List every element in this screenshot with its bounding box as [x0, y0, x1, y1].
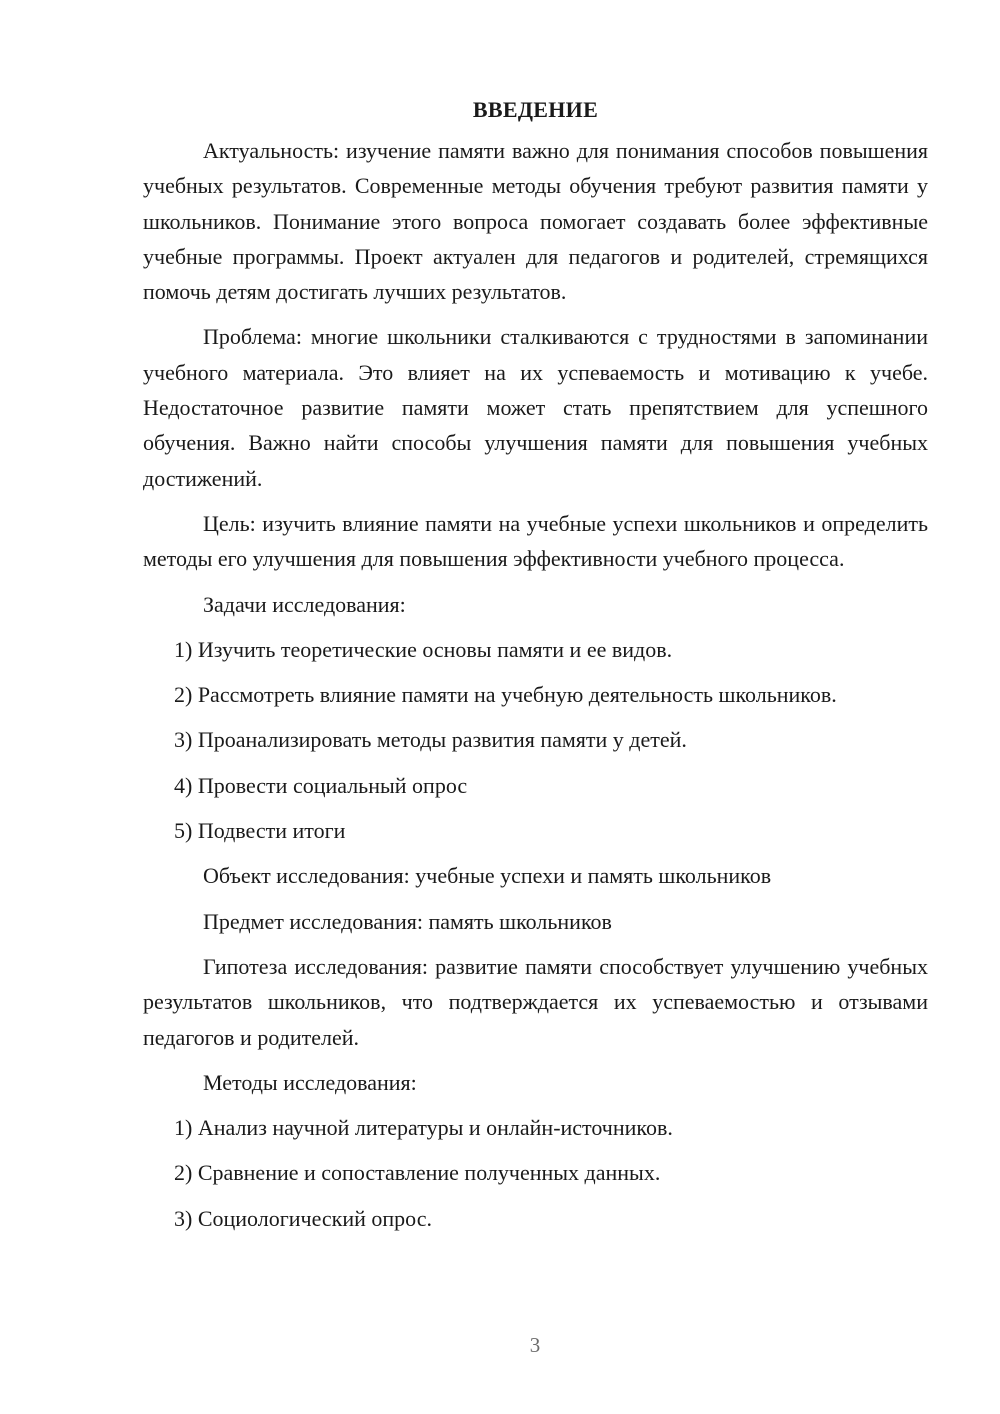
document-page: [143, 92, 928, 1246]
research-subject: Предмет исследования: память школьников: [203, 908, 612, 934]
methods-heading: Методы исследования:: [203, 1069, 417, 1095]
tasks-list: [143, 632, 928, 848]
list-item: 2) Рассмотреть влияние памяти на учебную деятельность школьников.: [174, 682, 837, 708]
relevance-paragraph: Актуальность: изучение памяти важно для понимания способов повышения учебных результатов. Современные методы обучения требуют развития памяти у школьников. Понимание этого вопроса помогает создавать более эффективные учебные программы. Проект актуален для педагогов и родителей, стремящихся помочь детям достигать лучших результатов.: [143, 138, 928, 305]
page-title: ВВЕДЕНИЕ: [472, 97, 599, 122]
list-item: 5) Подвести итоги: [174, 818, 346, 844]
problem-paragraph: Проблема: многие школьники сталкиваются с трудностями в запоминании учебного материала. Это влияет на их успеваемость и мотивацию к учебе. Недостаточное развитие памяти может стать препятствием для успешного обучения. Важно найти способы улучшения памяти для повышения учебных достижений.: [143, 324, 928, 491]
page-number: 3: [529, 1333, 541, 1357]
list-item: 1) Изучить теоретические основы памяти и ее видов.: [174, 636, 673, 662]
list-item: 4) Провести социальный опрос: [174, 772, 468, 798]
methods-list: [143, 1110, 928, 1236]
list-item: 1) Анализ научной литературы и онлайн-источников.: [174, 1115, 673, 1141]
hypothesis-paragraph: Гипотеза исследования: развитие памяти способствует улучшению учебных результатов школьников, что подтверждается их успеваемостью и отзывами педагогов и родителей.: [143, 953, 928, 1050]
list-item: 2) Сравнение и сопоставление полученных данных.: [174, 1160, 661, 1186]
list-item: 3) Проанализировать методы развития памяти у детей.: [174, 727, 687, 753]
list-item: 3) Социологический опрос.: [174, 1205, 432, 1231]
research-object: Объект исследования: учебные успехи и память школьников: [203, 863, 772, 889]
goal-paragraph: Цель: изучить влияние памяти на учебные успехи школьников и определить методы его улучшения для повышения эффективности учебного процесса.: [143, 510, 928, 572]
tasks-heading: Задачи исследования:: [203, 591, 406, 617]
